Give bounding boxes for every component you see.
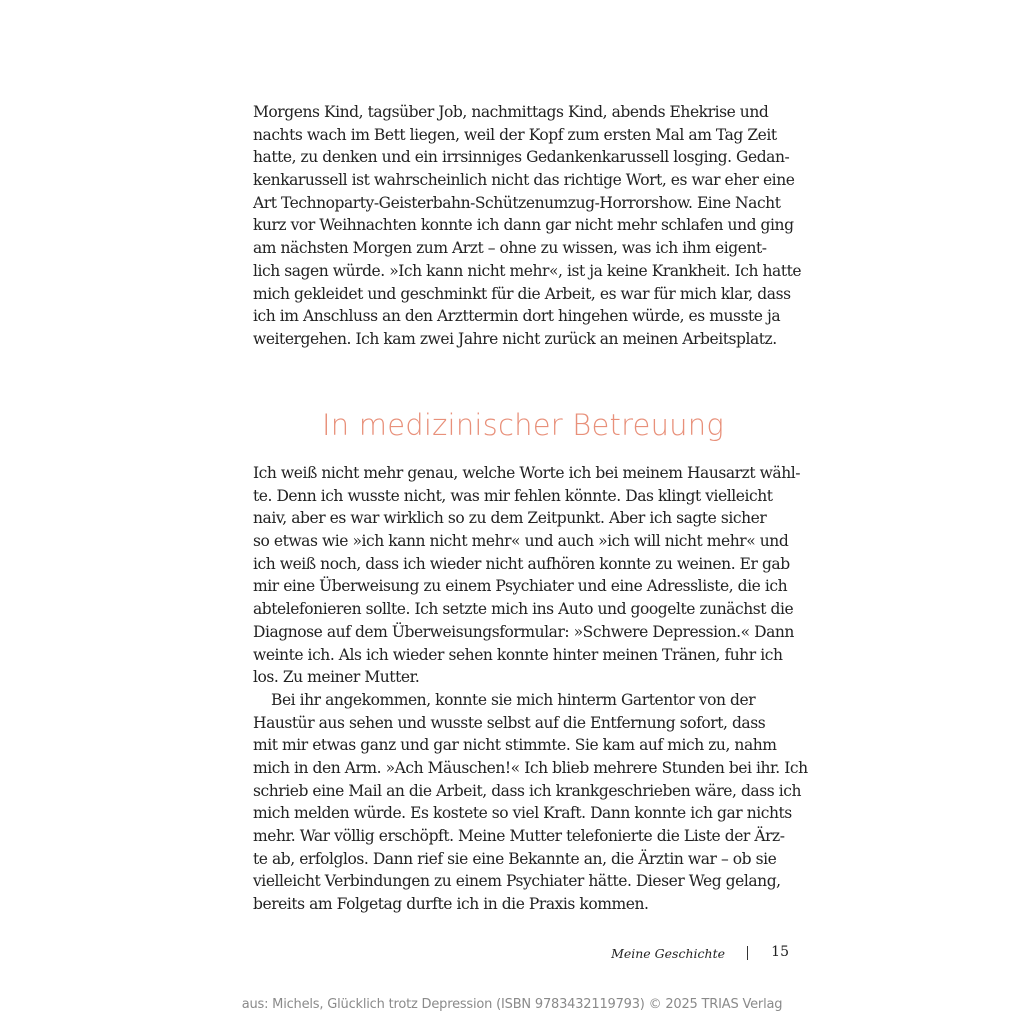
text-line: ich im Anschluss an den Arzttermin dort hingehen würde, es musste ja — [253, 307, 781, 326]
text-line: kenkarussell ist wahrscheinlich nicht das richtige Wort, es war eher eine — [253, 171, 795, 190]
footer-divider — [747, 946, 748, 960]
text-line: naiv, aber es war wirklich so zu dem Zeitpunkt. Aber ich sagte sicher — [253, 509, 767, 528]
text-line: mir eine Überweisung zu einem Psychiater und eine Adressliste, die ich — [253, 577, 788, 596]
page-number: 15 — [771, 944, 789, 960]
text-line: te ab, erfolglos. Dann rief sie eine Bekannte an, die Ärztin war – ob sie — [253, 849, 777, 868]
text-line: abtelefonieren sollte. Ich setzte mich ins Auto und googelte zunächst die — [253, 600, 794, 619]
text-line: Bei ihr angekommen, konnte sie mich hinterm Gartentor von der — [271, 690, 756, 709]
text-line: weitergehen. Ich kam zwei Jahre nicht zurück an meinen Arbeitsplatz. — [253, 329, 777, 348]
text-line: Diagnose auf dem Überweisungsformular: »Schwere Depression.« Dann — [253, 622, 794, 641]
text-line: lich sagen würde. »Ich kann nicht mehr«, ist ja keine Krankheit. Ich hatte — [253, 261, 802, 280]
text-line: mit mir etwas ganz und gar nicht stimmte. Sie kam auf mich zu, nahm — [253, 736, 777, 755]
text-line: Ich weiß nicht mehr genau, welche Worte ich bei meinem Hausarzt wähl- — [253, 464, 801, 482]
body-paragraph-1 — [253, 462, 801, 689]
text-line: mich in den Arm. »Ach Mäuschen!« Ich blieb mehrere Stunden bei ihr. Ich — [253, 758, 808, 777]
running-head: Meine Geschichte — [611, 946, 725, 961]
text-line: mich gekleidet und geschminkt für die Arbeit, es war für mich klar, dass — [253, 284, 791, 303]
text-line: te. Denn ich wusste nicht, was mir fehlen könnte. Das klingt vielleicht — [253, 486, 773, 505]
text-line: Haustür aus sehen und wusste selbst auf die Entfernung sofort, dass — [253, 713, 766, 732]
section-heading: In medizinischer Betreuung — [322, 408, 724, 442]
text-line: Art Technoparty-Geisterbahn-Schützenumzug-Horrorshow. Eine Nacht — [253, 193, 781, 212]
text-line: mehr. War völlig erschöpft. Meine Mutter telefonierte die Liste der Ärz- — [253, 827, 785, 845]
text-line: weinte ich. Als ich wieder sehen konnte hinter meinen Tränen, fuhr ich — [253, 645, 783, 664]
text-line: vielleicht Verbindungen zu einem Psychiater hätte. Dieser Weg gelang, — [253, 872, 781, 891]
text-line: hatte, zu denken und ein irrsinniges Gedankenkarussell losging. Gedan- — [253, 148, 790, 167]
text-line: so etwas wie »ich kann nicht mehr« und auch »ich will nicht mehr« und — [253, 532, 789, 551]
text-line: nachts wach im Bett liegen, weil der Kopf zum ersten Mal am Tag Zeit — [253, 125, 777, 144]
text-line: bereits am Folgetag durfte ich in die Praxis kommen. — [253, 895, 649, 914]
text-line: am nächsten Morgen zum Arzt – ohne zu wissen, was ich ihm eigent- — [253, 239, 767, 258]
source-note: aus: Michels, Glücklich trotz Depression (ISBN 9783432119793) © 2025 TRIAS Verlag — [241, 997, 783, 1012]
text-line: los. Zu meiner Mutter. — [253, 668, 420, 687]
text-line: Morgens Kind, tagsüber Job, nachmittags Kind, abends Ehekrise und — [253, 103, 769, 121]
text-line: kurz vor Weihnachten konnte ich dann gar nicht mehr schlafen und ging — [253, 216, 794, 235]
body-text — [253, 462, 808, 916]
intro-paragraph — [253, 101, 802, 351]
text-line: mich melden würde. Es kostete so viel Kraft. Dann konnte ich gar nichts — [253, 804, 792, 823]
page-footer — [500, 944, 789, 964]
text-line: ich weiß noch, dass ich wieder nicht aufhören konnte zu weinen. Er gab — [253, 554, 790, 573]
text-line: schrieb eine Mail an die Arbeit, dass ich krankgeschrieben wäre, dass ich — [253, 781, 801, 800]
body-paragraph-2 — [253, 689, 808, 916]
